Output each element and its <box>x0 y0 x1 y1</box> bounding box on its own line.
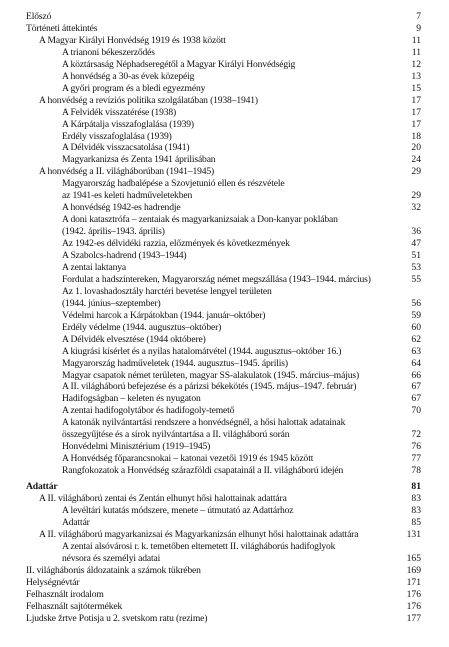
toc-entry-page-number: 177 <box>406 612 421 624</box>
toc-entry <box>0 614 449 626</box>
toc-entry <box>0 359 449 371</box>
toc-entry <box>0 578 449 590</box>
toc-entry-page-number: 76 <box>411 441 421 453</box>
toc-entry-title: Magyarkanizsa és Zenta 1941 áprilisában <box>62 154 216 166</box>
toc-entry-title: Erdély védelme (1944. augusztus–október) <box>62 321 222 333</box>
toc-entry-title: Fordulat a hadszíntereken, Magyarország német megszállása (1943–1944. március) <box>62 273 371 285</box>
toc-entry-title: A doni katasztrófa – zentaiak és magyarkanizsaiak a Don-kanyar poklában <box>62 214 338 226</box>
toc-entry-title: A Délvidék elvesztése (1944 októbere) <box>62 333 206 345</box>
toc-entry-title: A zentai hadifogolytábor és hadifogoly-temető <box>62 405 235 417</box>
toc-entry-page-number: 62 <box>411 333 421 345</box>
toc-entry-page-number: 59 <box>411 309 421 321</box>
toc-entry-title: Az 1. lovashadosztály harctéri bevetése lengyel területen <box>62 285 272 297</box>
toc-entry-title: Magyarország hadműveletek (1944. augusztus–1945. április) <box>62 357 288 369</box>
toc-entry <box>0 466 449 478</box>
toc-entry-page-number: 29 <box>411 166 421 178</box>
toc-entry-page-number: 171 <box>406 576 421 588</box>
toc-entry-page-number: 11 <box>411 34 421 46</box>
toc-entry-title: Történeti áttekintés <box>26 22 98 34</box>
toc-entry-page-number: 20 <box>411 142 421 154</box>
toc-entry-page-number: 83 <box>411 493 421 504</box>
toc-entry-title: Védelmi harcok a Kárpátokban (1944. január–október) <box>62 309 266 321</box>
toc-entry <box>0 96 449 108</box>
toc-entry-title: A zentai alsóvárosi r. k. temetőben eltemetett II. világháborús hadifoglyok <box>62 540 336 552</box>
toc-entry-page-number: 66 <box>411 369 421 381</box>
toc-entry-page-number: 36 <box>411 226 421 238</box>
toc-entry-title: A Délvidék visszacsatolása (1941) <box>62 142 190 154</box>
toc-entry-title: A honvédség a II. világháborúban (1941–1945) <box>39 166 215 178</box>
toc-entry-page-number: 11 <box>411 46 421 58</box>
toc-entry-page-number: 13 <box>411 70 421 82</box>
toc-entry-title: Hadifogságban – keleten és nyugaton <box>62 393 201 405</box>
toc-entry-title: Honvédelmi Minisztérium (1919–1945) <box>62 441 211 453</box>
toc-entry <box>0 566 449 578</box>
toc-entry-page-number: 77 <box>411 453 421 465</box>
toc-entry-title: Előszó <box>26 11 52 22</box>
toc-entry-title: A II. világháború befejezése és a párizsi békekötés (1945. május–1947. február) <box>62 381 357 393</box>
toc-entry-page-number: 15 <box>411 82 421 94</box>
toc-entry-title: névsora és személyi adatai <box>62 552 161 564</box>
toc-entry-page-number: 17 <box>411 106 421 118</box>
toc-entry-page-number: 78 <box>411 465 421 477</box>
toc-entry-page-number: 24 <box>411 154 421 166</box>
toc-entry-title: Erdély visszafoglalása (1939) <box>62 130 172 142</box>
toc-entry <box>0 72 449 84</box>
toc-entry <box>0 347 449 359</box>
toc-entry-page-number: 165 <box>406 552 421 564</box>
toc-entry <box>0 120 449 132</box>
toc-entry-title: A Kárpátalja visszafoglalása (1939) <box>62 118 194 130</box>
toc-entry <box>0 590 449 602</box>
toc-entry-title: Helységnévtár <box>26 576 80 588</box>
toc-entry-page-number: 169 <box>406 564 421 576</box>
toc-entry-title: A Honvédség főparancsnokai – katonai vezetői 1919 és 1945 között <box>62 453 314 465</box>
toc-entry <box>0 323 449 335</box>
toc-entry <box>0 84 449 96</box>
toc-entry-page-number: 7 <box>416 11 421 22</box>
toc-entry-page-number: 64 <box>411 357 421 369</box>
toc-entry-page-number: 83 <box>411 504 421 516</box>
toc-entry-title: A II. világháború magyarkanizsai és Magyarkanizsán elhunyt hősi halottainak adattára <box>39 528 359 540</box>
toc-entry-title: összegyűjtése és a sírok nyilvántartása a II. világháború során <box>62 429 290 441</box>
toc-entry <box>0 602 449 614</box>
toc-entry-title: az 1941-es keleti hadműveletekben <box>62 190 193 202</box>
toc-entry-title: (1942. április–1943. április) <box>62 226 165 238</box>
toc-entry-page-number: 51 <box>411 250 421 261</box>
toc-entry-title: Felhasznált irodalom <box>26 588 104 600</box>
toc-entry-title: II. világháborús áldozataink a számok tükrében <box>26 564 201 576</box>
toc-entry <box>0 60 449 72</box>
toc-entry-title: Adattár <box>26 481 58 493</box>
toc-entry-title: Az 1942-es délvidéki razzia, előzmények és következmények <box>62 238 290 250</box>
toc-entry-title: Magyar csapatok német területen, magyar SS-alakulatok (1945. március–május) <box>62 369 359 381</box>
toc-entry-title: A Szabolcs-hadrend (1943–1944) <box>62 250 187 261</box>
toc-entry-title: Rangfokozatok a Honvédség szárazföldi csapatainál a II. világháború idején <box>62 465 344 477</box>
toc-entry <box>0 311 449 323</box>
toc-entry-page-number: 17 <box>411 118 421 130</box>
toc-entry-title: Ljudske žrtve Potisja u 2. svetskom ratu (rezime) <box>26 612 208 624</box>
toc-entry-title: A honvédség a 30-as évek közepéig <box>62 70 195 82</box>
toc-entry-title: Felhasznált sajtótermékek <box>26 600 123 612</box>
toc-entry-title: A honvédség 1942-es hadrendje <box>62 202 181 214</box>
toc-entry-page-number: 60 <box>411 321 421 333</box>
toc-entry <box>0 299 449 311</box>
toc-entry-page-number: 53 <box>411 261 421 273</box>
toc-entry-title: A kiugrási kísérlet és a nyilas hatalomátvétel (1944. augusztus–október 16.) <box>62 345 342 357</box>
toc-entry-page-number: 176 <box>406 588 421 600</box>
toc-entry <box>0 108 449 120</box>
toc-entry-page-number: 9 <box>416 22 421 34</box>
toc-entry-title: A trianoni békeszerződés <box>62 46 155 58</box>
toc-entry-page-number: 12 <box>411 58 421 70</box>
toc-entry-page-number: 47 <box>411 238 421 250</box>
toc-entry-page-number: 29 <box>411 190 421 202</box>
toc-entry-title: (1944. június–szeptember) <box>62 297 161 309</box>
toc-entry-page-number: 81 <box>411 481 421 493</box>
toc-entry-page-number: 67 <box>411 393 421 405</box>
toc-entry-page-number: 17 <box>411 94 421 106</box>
toc-entry-title: A honvédség a revíziós politika szolgálatában (1938–1941) <box>39 94 258 106</box>
toc-entry-page-number: 32 <box>411 202 421 214</box>
toc-entry-page-number: 176 <box>406 600 421 612</box>
toc-entry-title: A köztársaság Néphadseregétől a Magyar Királyi Honvédségig <box>62 58 296 70</box>
toc-entry-title: A katonák nyilvántartási rendszere a honvédségnél, a hősi halottak adatainak <box>62 417 346 429</box>
toc-entry-title: A győri program és a bledi egyezmény <box>62 82 206 94</box>
toc-entry-page-number: 56 <box>411 297 421 309</box>
toc-entry-title: A II. világháború zentai és Zentán elhunyt hősi halottainak adattára <box>39 493 287 504</box>
toc-entry-page-number: 72 <box>411 429 421 441</box>
toc-entry <box>0 335 449 347</box>
toc-entry-page-number: 85 <box>411 516 421 528</box>
toc-entry-title: A Magyar Királyi Honvédség 1919 és 1938 között <box>39 34 226 46</box>
toc-entry-page-number: 63 <box>411 345 421 357</box>
toc-entry-page-number: 70 <box>411 405 421 417</box>
toc-entry-title: A levéltári kutatás módszere, menete – útmutató az Adattárhoz <box>62 504 294 516</box>
toc-entry-page-number: 55 <box>411 273 421 285</box>
toc-entry-page-number: 18 <box>411 130 421 142</box>
toc-entry <box>0 542 449 554</box>
toc-entry-title: A zentai laktanya <box>62 261 127 273</box>
toc-entry-title: A Felvidék visszatérése (1938) <box>62 106 177 118</box>
toc-entry-title: Adattár <box>62 516 90 528</box>
toc-entry <box>0 554 449 566</box>
toc-entry-title: Magyarország hadbalépése a Szovjetunió ellen és részvétele <box>62 178 285 190</box>
toc-entry-page-number: 131 <box>406 528 421 540</box>
toc-entry-page-number: 67 <box>411 381 421 393</box>
